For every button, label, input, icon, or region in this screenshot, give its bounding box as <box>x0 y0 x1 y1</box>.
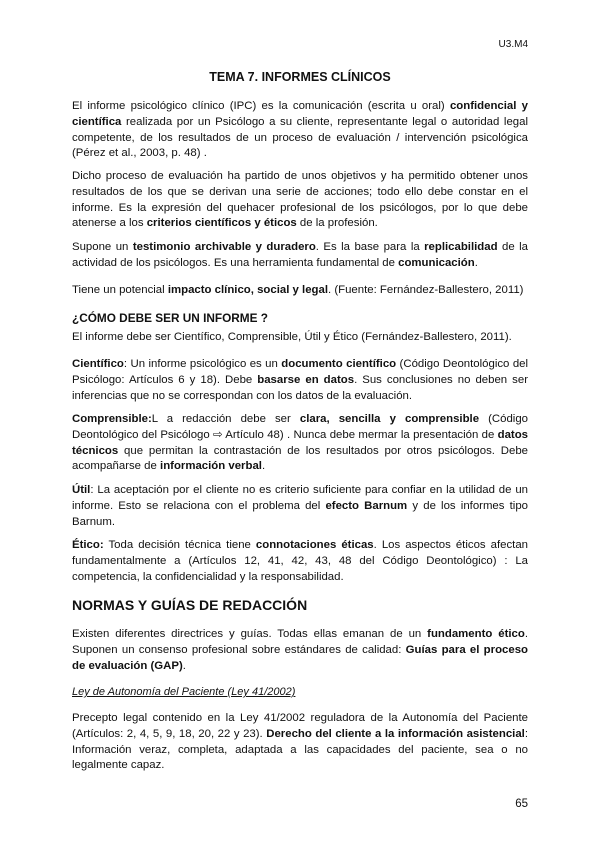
paragraph-impact: Tiene un potencial impacto clínico, social y legal. (Fuente: Fernández-Ballestero, 2011) <box>72 284 524 296</box>
page-title: TEMA 7. INFORMES CLÍNICOS <box>209 70 391 84</box>
paragraph-testimony: Supone un testimonio archivable y duradero. Es la base para la replicabilidad de la actividad de los psicólogos. Es una herramienta fundamental de comunicación. <box>72 241 528 269</box>
paragraph-etico: Ético: Toda decisión técnica tiene connotaciones éticas. Los aspectos éticos afectan fundamentalmente a (Artículos 12, 41, 42, 43, 48 del Código Deontológico) : La competencia, la confidencialidad y la responsabilidad. <box>72 539 528 583</box>
paragraph-comprensible: Comprensible:L a redacción debe ser clara, sencilla y comprensible (Código Deontológico del Psicólogo ⇨ Artículo 48) . Nunca debe mermar la presentación de datos técnicos que permitan la contrastación de los resultados por otros psicólogos. Debe acompañarse de información verbal. <box>72 413 529 473</box>
paragraph-law: Precepto legal contenido en la Ley 41/2002 reguladora de la Autonomía del Paciente (Artículos: 2, 4, 5, 9, 18, 20, 22 y 23). Derecho del cliente a la información asistencial: Información veraz, completa, adaptada a las capacidades del paciente, sea o no legalmente capaz. <box>72 712 529 772</box>
paragraph-definition: El informe psicológico clínico (IPC) es la comunicación (escrita u oral) confidencial y científica realizada por un Psicólogo a su cliente, representante legal o autoridad legal competente, de los resultados de un proceso de evaluación / intervención psicológica (Pérez et al., 2003, p. 48) . <box>72 100 529 160</box>
paragraph-process: Dicho proceso de evaluación ha partido de unos objetivos y ha permitido obtener unos resultados de los que se derivan una serie de acciones; todo ello debe constar en el informe. Es la expresión del quehacer profesional de los psicólogos, por lo que debe atenerse a los criterios científicos y éticos de la profesión. <box>72 170 528 230</box>
paragraph-criteria: El informe debe ser Científico, Comprensible, Útil y Ético (Fernández-Ballestero, 2011). <box>72 331 512 343</box>
section-heading-como: ¿CÓMO DEBE SER UN INFORME ? <box>72 311 268 325</box>
section-heading-normas: NORMAS Y GUÍAS DE REDACCIÓN <box>72 597 308 613</box>
law-title: Ley de Autonomía del Paciente (Ley 41/2002) <box>72 686 296 698</box>
page-number: 65 <box>515 798 528 810</box>
module-code: U3.M4 <box>498 39 528 50</box>
paragraph-util: Útil: La aceptación por el cliente no es criterio suficiente para confiar en la utilidad de un informe. Esto se relaciona con el problema del efecto Barnum y de los informes tipo Barnum. <box>72 484 528 528</box>
paragraph-guidelines: Existen diferentes directrices y guías. Todas ellas emanan de un fundamento ético. Suponen un consenso profesional sobre estándares de calidad: Guías para el proceso de evaluación (GAP). <box>72 628 528 672</box>
paragraph-cientifico: Científico: Un informe psicológico es un documento científico (Código Deontológico del Psicólogo: Artículos 6 y 18). Debe basarse en datos. Sus conclusiones no deben ser inferencias que no se correspondan con los datos de la evaluación. <box>72 358 529 402</box>
